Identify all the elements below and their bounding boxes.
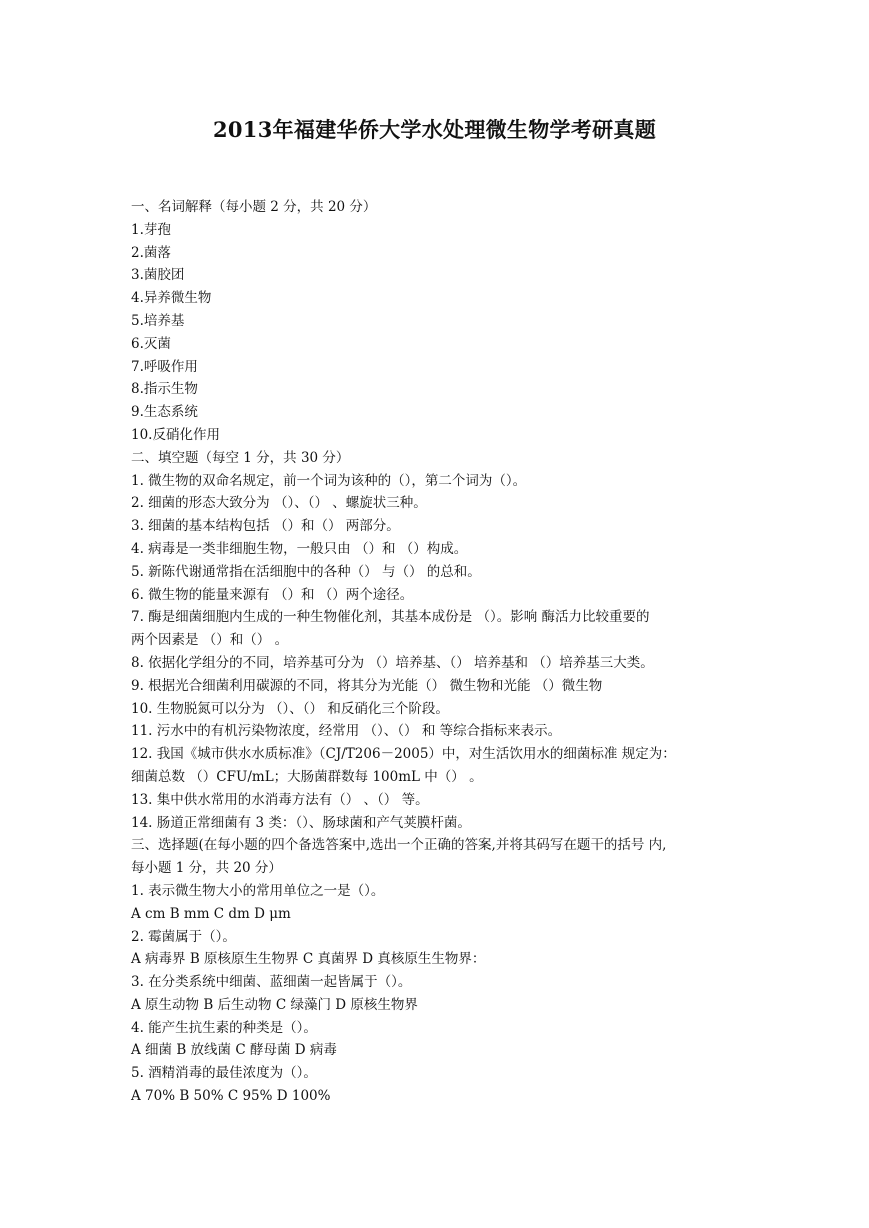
section-heading: 三、选择题(在每小题的四个备选答案中,选出一个正确的答案,并将其码写在题干的括号 内,: [131, 837, 667, 854]
term-item: 7.呼吸作用: [131, 358, 198, 375]
fill-blank-item: 细菌总数 （）CFU/mL；大肠菌群数每 100mL 中（） 。: [131, 768, 483, 785]
fill-blank-item: 13. 集中供水常用的水消毒方法有（） 、（） 等。: [131, 791, 429, 808]
fill-blank-item: 12. 我国《城市供水水质标准》（CJ/T206－2005）中，对生活饮用水的细菌标准 规定为：: [131, 746, 676, 763]
fill-blank-item: 2. 细菌的形态大致分为 （）、（） 、螺旋状三种。: [131, 495, 427, 512]
choice-question: 3. 在分类系统中细菌、蓝细菌一起皆属于（）。: [131, 974, 412, 991]
choice-question: 1. 表示微生物大小的常用单位之一是（）。: [131, 882, 385, 899]
fill-blank-item: 3. 细菌的基本结构包括 （）和（） 两部分。: [131, 518, 400, 535]
section-heading-cont: 每小题 1 分，共 20 分）: [131, 860, 282, 877]
section-heading: 二、填空题（每空 1 分，共 30 分）: [131, 449, 350, 466]
term-item: 5.培养基: [131, 312, 185, 329]
choice-question: 4. 能产生抗生素的种类是（）。: [131, 1019, 317, 1036]
fill-blank-item: 9. 根据光合细菌利用碳源的不同，将其分为光能（） 微生物和光能 （）微生物: [131, 677, 603, 694]
choice-options: A 原生动物 B 后生动物 C 绿藻门 D 原核生物界: [131, 996, 418, 1013]
fill-blank-item: 6. 微生物的能量来源有 （）和 （）两个途径。: [131, 586, 414, 603]
section-heading: 一、名词解释（每小题 2 分，共 20 分）: [131, 199, 377, 215]
fill-blank-item: 两个因素是 （）和（） 。: [131, 632, 289, 649]
term-item: 8.指示生物: [131, 381, 198, 398]
term-item: 2.菌落: [131, 244, 171, 261]
choice-options: A 病毒界 B 原核原生生物界 C 真菌界 D 真核原生生物界：: [131, 951, 486, 968]
fill-blank-item: 1. 微生物的双命名规定，前一个词为该种的（），第二个词为（）。: [131, 472, 527, 489]
fill-blank-item: 5. 新陈代谢通常指在活细胞中的各种（） 与（） 的总和。: [131, 563, 481, 580]
choice-options: A 细菌 B 放线菌 C 酵母菌 D 病毒: [131, 1042, 337, 1059]
fill-blank-item: 4. 病毒是一类非细胞生物，一般只由 （）和 （）构成。: [131, 540, 468, 557]
document-body: [131, 196, 751, 1108]
fill-blank-item: 8. 依据化学组分的不同，培养基可分为 （）培养基、（） 培养基和 （）培养基三大类。: [131, 654, 654, 671]
term-item: 3.菌胶团: [131, 267, 185, 284]
choice-question: 5. 酒精消毒的最佳浓度为（）。: [131, 1065, 317, 1082]
fill-blank-item: 11. 污水中的有机污染物浓度，经常用 （）、（） 和 等综合指标来表示。: [131, 723, 562, 740]
choice-options: A 70% B 50% C 95% D 100%: [131, 1088, 331, 1105]
page-title: 2013年福建华侨大学水处理微生物学考研真题: [212, 117, 657, 142]
choice-question: 2. 霉菌属于（）。: [131, 928, 236, 945]
term-item: 1.芽孢: [131, 221, 171, 238]
fill-blank-item: 10. 生物脱氮可以分为 （）、（） 和反硝化三个阶段。: [131, 700, 449, 717]
term-item: 10.反硝化作用: [131, 426, 220, 443]
term-item: 9.生态系统: [131, 404, 198, 421]
fill-blank-item: 14. 肠道正常细菌有 3 类：（）、肠球菌和产气荚膜杆菌。: [131, 814, 471, 831]
choice-options: A cm B mm C dm D μm: [131, 905, 291, 922]
term-item: 4.异养微生物: [131, 290, 212, 307]
fill-blank-item: 7. 酶是细菌细胞内生成的一种生物催化剂，其基本成份是 （）。影响 酶活力比较重要的: [131, 609, 650, 626]
term-item: 6.灭菌: [131, 335, 171, 352]
